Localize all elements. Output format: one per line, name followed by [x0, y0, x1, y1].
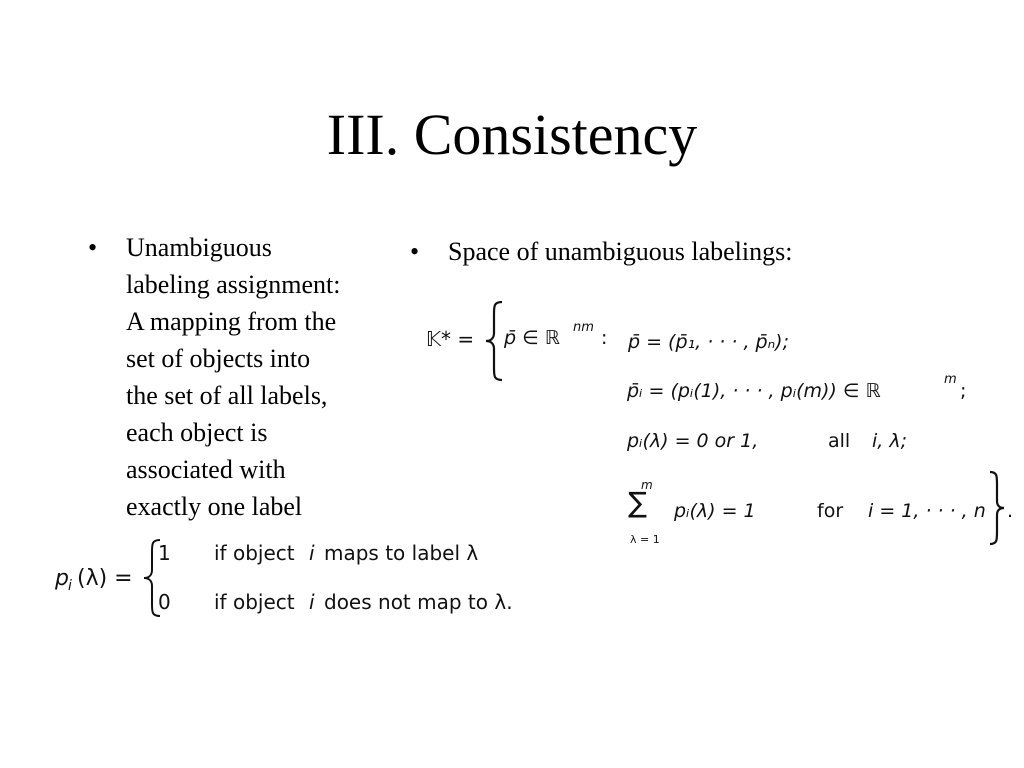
row4-range: i = 1, · · · , n	[868, 500, 986, 522]
set-element: p̄ ∈ ℝ	[504, 327, 560, 349]
slide-title: III. Consistency	[326, 102, 698, 167]
row3: pᵢ(λ) = 0 or 1,	[627, 430, 759, 452]
bullet-line: Unambiguous	[126, 233, 272, 262]
case1-cond-b: maps to label λ	[324, 541, 479, 565]
row4-end: .	[1007, 500, 1014, 522]
set-close-brace	[988, 470, 1006, 546]
case2-value: 0	[158, 590, 171, 614]
bullet-line: the set of all labels,	[126, 381, 328, 410]
row2-sup: m	[944, 372, 957, 387]
bullet-dot: •	[410, 237, 420, 266]
set-colon: :	[601, 327, 608, 349]
case1-cond-i: i	[309, 541, 315, 565]
case1-cond-a: if object	[214, 541, 295, 565]
sum-lower-limit: λ = 1	[630, 533, 660, 546]
case2-cond-i: i	[309, 590, 315, 614]
bullet-text: Space of unambiguous labelings:	[448, 237, 793, 266]
bullet-line: labeling assignment:	[126, 270, 341, 299]
bullet-dot: •	[88, 233, 98, 262]
bullet-line: associated with	[126, 455, 286, 484]
row4: pᵢ(λ) = 1	[674, 500, 756, 522]
bullet-line: each object is	[126, 418, 268, 447]
row2-end: ;	[960, 380, 967, 402]
set-element-sup: nm	[573, 320, 594, 335]
row3-vars: i, λ;	[872, 430, 908, 452]
row4-for: for	[817, 500, 844, 522]
formula-lhs-subscript: i	[68, 578, 72, 594]
case2-cond-b: does not map to λ.	[324, 590, 513, 614]
bullet-line: set of objects into	[126, 344, 311, 373]
sum-symbol: ∑	[628, 486, 647, 519]
formula-lhs-arg: (λ) =	[77, 566, 133, 591]
case1-value: 1	[158, 541, 171, 565]
set-open-brace	[484, 300, 506, 382]
set-name: 𝕂* =	[426, 327, 475, 351]
row2: p̄ᵢ = (pᵢ(1), · · · , pᵢ(m)) ∈ ℝ	[627, 380, 881, 402]
formula-lhs: p	[55, 566, 69, 591]
bullet-line: exactly one label	[126, 492, 303, 521]
bullet-line: A mapping from the	[126, 307, 337, 336]
row3-all: all	[828, 430, 851, 452]
case2-cond-a: if object	[214, 590, 295, 614]
sum-upper-limit: m	[641, 478, 653, 492]
row1: p̄ = (p̄₁, · · · , p̄ₙ);	[628, 331, 789, 353]
